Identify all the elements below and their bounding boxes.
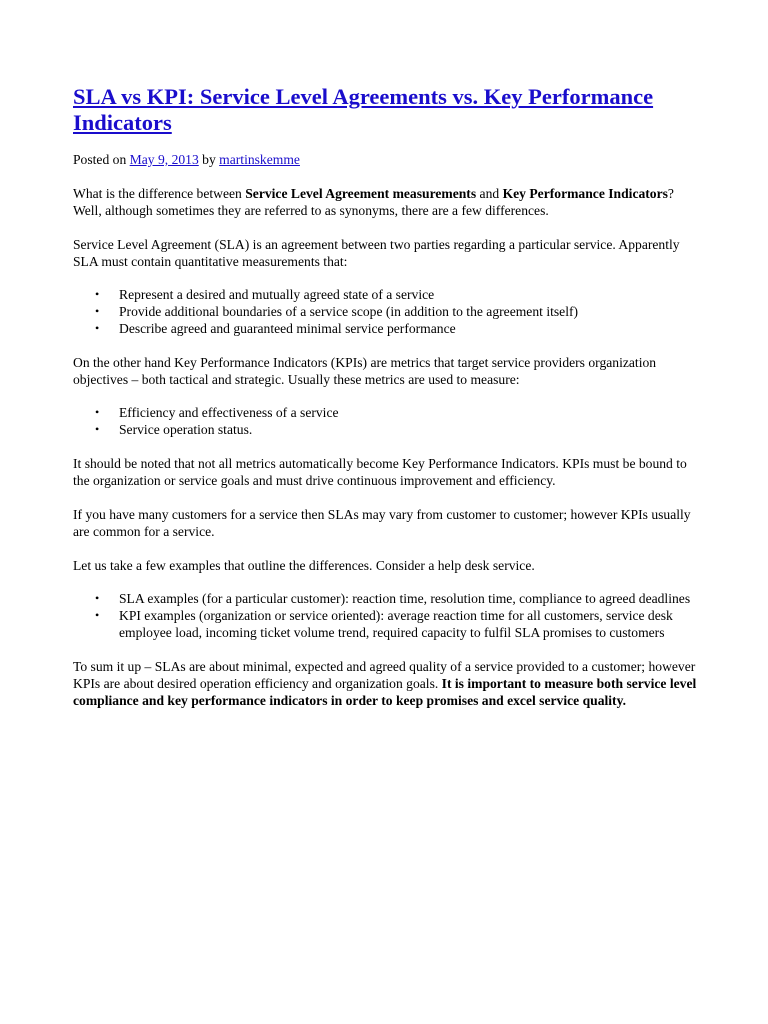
sla-definition-paragraph: Service Level Agreement (SLA) is an agreement between two parties regarding a particular service. Apparently SLA must contain quantitative measurements that: bbox=[73, 237, 680, 269]
author-link[interactable]: martinskemme bbox=[219, 152, 300, 167]
list-item: • Efficiency and effectiveness of a service bbox=[119, 404, 703, 421]
by-label: by bbox=[198, 152, 220, 167]
summary-bold: It is important to measure both service level compliance and key performance indicators in order to keep promises and excel service quality. bbox=[73, 676, 697, 708]
posted-on-label: Posted on bbox=[73, 152, 130, 167]
sla-requirements-list bbox=[73, 286, 703, 337]
list-item: • SLA examples (for a particular customer): reaction time, resolution time, compliance to agreed deadlines bbox=[119, 590, 703, 607]
kpi-definition-paragraph: On the other hand Key Performance Indicators (KPIs) are metrics that target service providers organization objectives – both tactical and strategic. Usually these metrics are used to measure: bbox=[73, 355, 657, 387]
intro-text-2: and bbox=[476, 186, 503, 201]
intro-paragraph bbox=[73, 185, 703, 219]
list-item: • Service operation status. bbox=[119, 421, 703, 438]
article-title-link[interactable]: SLA vs KPI: Service Level Agreements vs. Key Performance Indicators bbox=[73, 84, 654, 135]
list-item: • KPI examples (organization or service oriented): average reaction time for all customers, service desk employee load, incoming ticket volume trend, required capacity to fulfil SLA promises to customers bbox=[119, 607, 703, 641]
post-date-link[interactable]: May 9, 2013 bbox=[129, 152, 199, 167]
kpi-measures-list bbox=[73, 404, 703, 438]
article-title bbox=[73, 84, 683, 136]
post-meta bbox=[73, 151, 703, 168]
note-paragraph: It should be noted that not all metrics automatically become Key Performance Indicators. KPIs must be bound to the organization or service goals and must drive continuous improvement and efficiency. bbox=[73, 456, 687, 488]
summary-paragraph bbox=[73, 658, 703, 709]
customers-paragraph: If you have many customers for a service then SLAs may vary from customer to customer; however KPIs usually are common for a service. bbox=[73, 507, 691, 539]
summary-text: To sum it up – SLAs are about minimal, expected and agreed quality of a service provided to a customer; however KPIs are about desired operation efficiency and organization goals. bbox=[73, 659, 696, 691]
list-item: • Provide additional boundaries of a service scope (in addition to the agreement itself) bbox=[119, 303, 703, 320]
intro-bold-sla: Service Level Agreement measurements bbox=[245, 186, 477, 201]
intro-text-3: ? Well, although sometimes they are referred to as synonyms, there are a few differences. bbox=[73, 186, 674, 218]
list-item: • Represent a desired and mutually agreed state of a service bbox=[119, 286, 703, 303]
list-item: • Describe agreed and guaranteed minimal service performance bbox=[119, 320, 703, 337]
examples-list bbox=[73, 590, 703, 641]
intro-text-1: What is the difference between bbox=[73, 186, 246, 201]
intro-bold-kpi: Key Performance Indicators bbox=[502, 186, 668, 201]
examples-intro-paragraph: Let us take a few examples that outline the differences. Consider a help desk service. bbox=[73, 558, 535, 573]
article bbox=[73, 84, 703, 709]
